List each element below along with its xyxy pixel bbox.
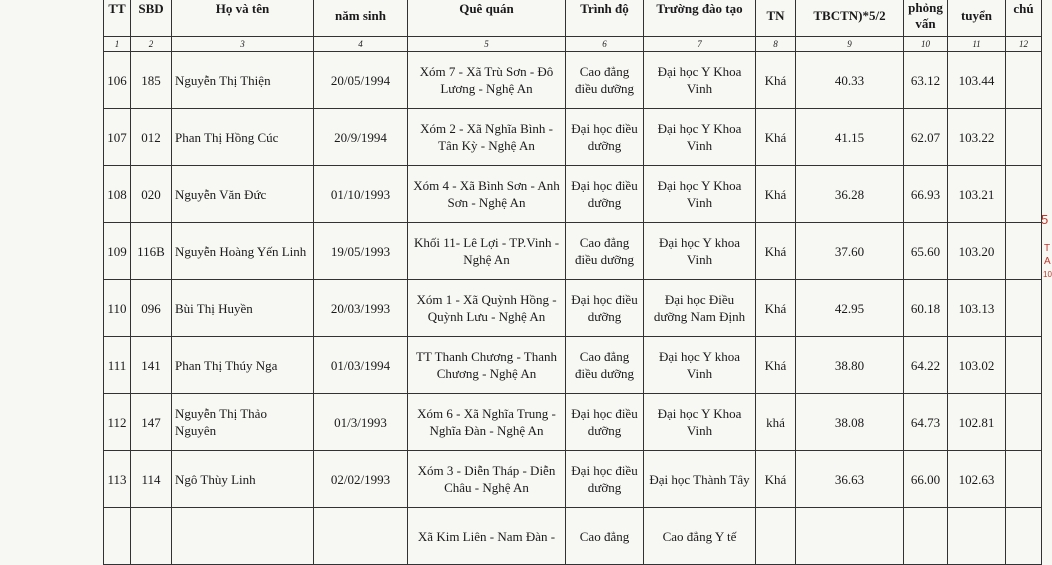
cell-address: Xóm 7 - Xã Trù Sơn - Đô Lương - Nghệ An [408, 52, 566, 109]
cell-score-diploma: 40.33 [796, 52, 904, 109]
cell-score-interview: 66.00 [904, 451, 948, 508]
cell-sbd: 116B [131, 223, 172, 280]
cell-grade: khá [756, 394, 796, 451]
table-row [104, 166, 1042, 223]
cell-score-diploma: 42.95 [796, 280, 904, 337]
cell-grade: Khá [756, 52, 796, 109]
cell-sbd: 114 [131, 451, 172, 508]
cell-address: Xóm 4 - Xã Bình Sơn - Anh Sơn - Nghệ An [408, 166, 566, 223]
cell-stt: 106 [104, 52, 131, 109]
header-cell-note: chú [1006, 0, 1042, 37]
index-cell: 2 [131, 37, 172, 52]
index-cell: 3 [172, 37, 314, 52]
header-cell-score2: phỏng vấn [904, 0, 948, 37]
cell-level: Đại học điều dưỡng [566, 394, 644, 451]
cell-score-diploma: 36.28 [796, 166, 904, 223]
index-cell: 1 [104, 37, 131, 52]
margin-mark: A [1044, 256, 1051, 267]
cell-level: Cao đẳng điều dưỡng [566, 337, 644, 394]
cell-score-diploma: 36.63 [796, 451, 904, 508]
cell-score-diploma: 38.08 [796, 394, 904, 451]
cell-sbd: 012 [131, 109, 172, 166]
cell-address: Xóm 3 - Diễn Tháp - Diễn Châu - Nghệ An [408, 451, 566, 508]
cell-name: Nguyễn Văn Đức [172, 166, 314, 223]
cell-note [1006, 52, 1042, 109]
header-cell-score1: TBCTN)*5/2 [796, 0, 904, 37]
cell-sbd [131, 508, 172, 565]
column-index-row [104, 37, 1042, 52]
header-cell-total: tuyển [948, 0, 1006, 37]
cell-address: Xóm 2 - Xã Nghĩa Bình - Tân Kỳ - Nghệ An [408, 109, 566, 166]
cell-name: Bùi Thị Huyền [172, 280, 314, 337]
cell-stt [104, 508, 131, 565]
cell-score-interview: 65.60 [904, 223, 948, 280]
margin-mark: 10 [1043, 270, 1052, 279]
table-row [104, 52, 1042, 109]
cell-stt: 107 [104, 109, 131, 166]
cell-total: 103.13 [948, 280, 1006, 337]
cell-name: Ngô Thùy Linh [172, 451, 314, 508]
cell-score-diploma: 37.60 [796, 223, 904, 280]
cell-school: Đại học Thành Tây [644, 451, 756, 508]
cell-grade: Khá [756, 109, 796, 166]
cell-dob: 20/05/1994 [314, 52, 408, 109]
cell-name: Nguyễn Thị Thảo Nguyên [172, 394, 314, 451]
cell-dob: 01/3/1993 [314, 394, 408, 451]
cell-sbd: 020 [131, 166, 172, 223]
cell-grade: Khá [756, 166, 796, 223]
cell-address: Xóm 6 - Xã Nghĩa Trung - Nghĩa Đàn - Nghệ An [408, 394, 566, 451]
cell-total: 103.02 [948, 337, 1006, 394]
cell-score-interview: 64.22 [904, 337, 948, 394]
cell-name: Nguyễn Hoàng Yến Linh [172, 223, 314, 280]
results-table [103, 0, 1042, 565]
cell-total: 102.81 [948, 394, 1006, 451]
cell-school: Đại học Y Khoa Vinh [644, 394, 756, 451]
index-cell: 6 [566, 37, 644, 52]
cell-level: Cao đẳng điều dưỡng [566, 52, 644, 109]
cell-stt: 109 [104, 223, 131, 280]
index-cell: 12 [1006, 37, 1042, 52]
cell-school: Cao đẳng Y tế [644, 508, 756, 565]
index-cell: 11 [948, 37, 1006, 52]
cell-dob: 20/9/1994 [314, 109, 408, 166]
index-cell: 7 [644, 37, 756, 52]
cell-address: TT Thanh Chương - Thanh Chương - Nghệ An [408, 337, 566, 394]
cell-dob: 01/10/1993 [314, 166, 408, 223]
cell-name: Phan Thị Thúy Nga [172, 337, 314, 394]
cell-note [1006, 337, 1042, 394]
table-row [104, 223, 1042, 280]
header-cell-tt: TT [104, 0, 131, 37]
cell-name: Nguyễn Thị Thiện [172, 52, 314, 109]
header-cell-level: Trình độ [566, 0, 644, 37]
cell-dob: 02/02/1993 [314, 451, 408, 508]
header-row [104, 0, 1042, 37]
cell-note [1006, 394, 1042, 451]
cell-dob: 01/03/1994 [314, 337, 408, 394]
header-cell-address: Quê quán [408, 0, 566, 37]
cell-note [1006, 223, 1042, 280]
cell-school: Đại học Y Khoa Vinh [644, 52, 756, 109]
index-cell: 10 [904, 37, 948, 52]
cell-note [1006, 508, 1042, 565]
cell-note [1006, 109, 1042, 166]
cell-stt: 113 [104, 451, 131, 508]
cell-total: 103.22 [948, 109, 1006, 166]
margin-mark: T [1044, 243, 1051, 254]
cell-level: Cao đẳng điều dưỡng [566, 223, 644, 280]
cell-grade [756, 508, 796, 565]
cell-level: Cao đẳng [566, 508, 644, 565]
cell-dob: 20/03/1993 [314, 280, 408, 337]
cell-grade: Khá [756, 223, 796, 280]
index-cell: 9 [796, 37, 904, 52]
table-row [104, 109, 1042, 166]
cell-score-interview: 63.12 [904, 52, 948, 109]
cell-score-interview [904, 508, 948, 565]
cell-grade: Khá [756, 280, 796, 337]
header-cell-dob: năm sinh [314, 0, 408, 37]
cell-total: 103.21 [948, 166, 1006, 223]
index-cell: 8 [756, 37, 796, 52]
cell-school: Đại học Y khoa Vinh [644, 337, 756, 394]
index-cell: 4 [314, 37, 408, 52]
cell-address: Xóm 1 - Xã Quỳnh Hồng - Quỳnh Lưu - Nghệ An [408, 280, 566, 337]
cell-score-diploma: 38.80 [796, 337, 904, 394]
cell-level: Đại học điều dưỡng [566, 109, 644, 166]
cell-score-interview: 60.18 [904, 280, 948, 337]
cell-address: Khối 11- Lê Lợi - TP.Vinh - Nghệ An [408, 223, 566, 280]
table-row [104, 394, 1042, 451]
cell-grade: Khá [756, 451, 796, 508]
cell-note [1006, 280, 1042, 337]
cell-score-diploma [796, 508, 904, 565]
header-cell-school: Trường đào tạo [644, 0, 756, 37]
cell-stt: 108 [104, 166, 131, 223]
cell-name [172, 508, 314, 565]
cell-total [948, 508, 1006, 565]
table-row [104, 337, 1042, 394]
cell-score-interview: 66.93 [904, 166, 948, 223]
cell-school: Đại học Y Khoa Vinh [644, 109, 756, 166]
cell-sbd: 185 [131, 52, 172, 109]
cell-stt: 110 [104, 280, 131, 337]
cell-school: Đại học Điều dưỡng Nam Định [644, 280, 756, 337]
cell-score-interview: 62.07 [904, 109, 948, 166]
cell-dob [314, 508, 408, 565]
cell-school: Đại học Y Khoa Vinh [644, 166, 756, 223]
cell-name: Phan Thị Hồng Cúc [172, 109, 314, 166]
table-row [104, 280, 1042, 337]
cell-sbd: 096 [131, 280, 172, 337]
cell-grade: Khá [756, 337, 796, 394]
cell-school: Đại học Y khoa Vinh [644, 223, 756, 280]
cell-sbd: 147 [131, 394, 172, 451]
cell-level: Đại học điều dưỡng [566, 451, 644, 508]
index-cell: 5 [408, 37, 566, 52]
cell-sbd: 141 [131, 337, 172, 394]
cell-dob: 19/05/1993 [314, 223, 408, 280]
cell-score-interview: 64.73 [904, 394, 948, 451]
cell-level: Đại học điều dưỡng [566, 280, 644, 337]
cell-total: 103.44 [948, 52, 1006, 109]
cell-level: Đại học điều dưỡng [566, 166, 644, 223]
cell-score-diploma: 41.15 [796, 109, 904, 166]
cell-note [1006, 166, 1042, 223]
table-row [104, 451, 1042, 508]
cell-stt: 111 [104, 337, 131, 394]
header-cell-sbd: SBD [131, 0, 172, 37]
header-cell-grade: TN [756, 0, 796, 37]
header-cell-name: Họ và tên [172, 0, 314, 37]
margin-mark: 5 [1041, 212, 1049, 227]
cell-note [1006, 451, 1042, 508]
cell-stt: 112 [104, 394, 131, 451]
cell-total: 103.20 [948, 223, 1006, 280]
cell-address: Xã Kim Liên - Nam Đàn - [408, 508, 566, 565]
table-row [104, 508, 1042, 565]
cell-total: 102.63 [948, 451, 1006, 508]
